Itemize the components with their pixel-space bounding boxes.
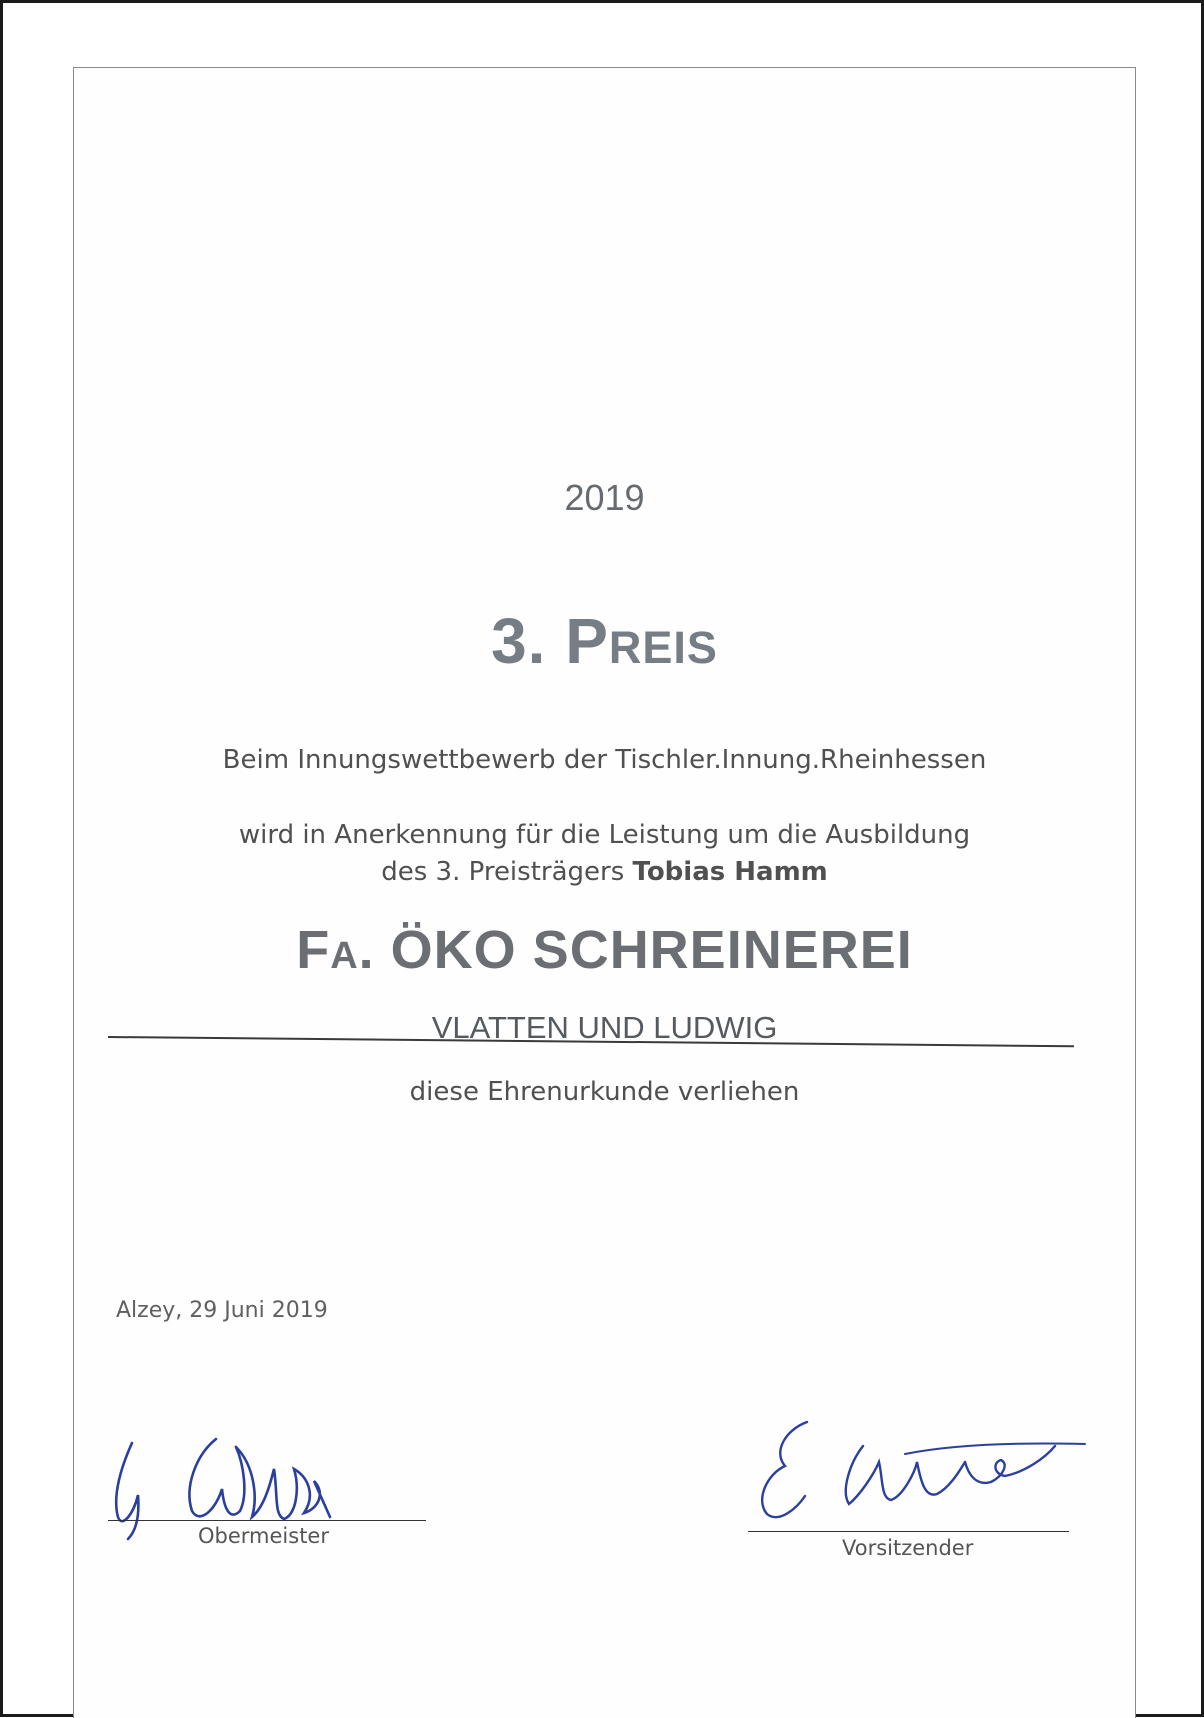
- vorsitzender-signature-line: [748, 1531, 1069, 1532]
- award-text: diese Ehrenurkunde verliehen: [409, 1077, 800, 1107]
- vorsitzender-label: Vorsitzender: [842, 1536, 974, 1560]
- trainee-prefix: des 3. Preisträgers: [381, 857, 625, 887]
- company-owners: VLATTEN UND LUDWIG: [431, 1010, 778, 1045]
- obermeister-signature-line: [108, 1520, 426, 1521]
- certificate-year: 2019: [564, 477, 645, 518]
- company-name: Fa. ÖKO SCHREINEREI: [296, 920, 913, 980]
- trainee-line: [74, 857, 1135, 887]
- place-date: Alzey, 29 Juni 2019: [116, 1298, 328, 1323]
- vorsitzender-signature: [745, 1410, 1090, 1555]
- trainee-name: Tobias Hamm: [632, 857, 828, 887]
- prize-title: 3. Preis: [491, 605, 718, 677]
- competition-line: Beim Innungswettbewerb der Tischler.Innung.Rheinhessen: [222, 745, 987, 775]
- obermeister-label: Obermeister: [198, 1524, 329, 1548]
- recognition-line: wird in Anerkennung für die Leistung um die Ausbildung: [238, 820, 971, 850]
